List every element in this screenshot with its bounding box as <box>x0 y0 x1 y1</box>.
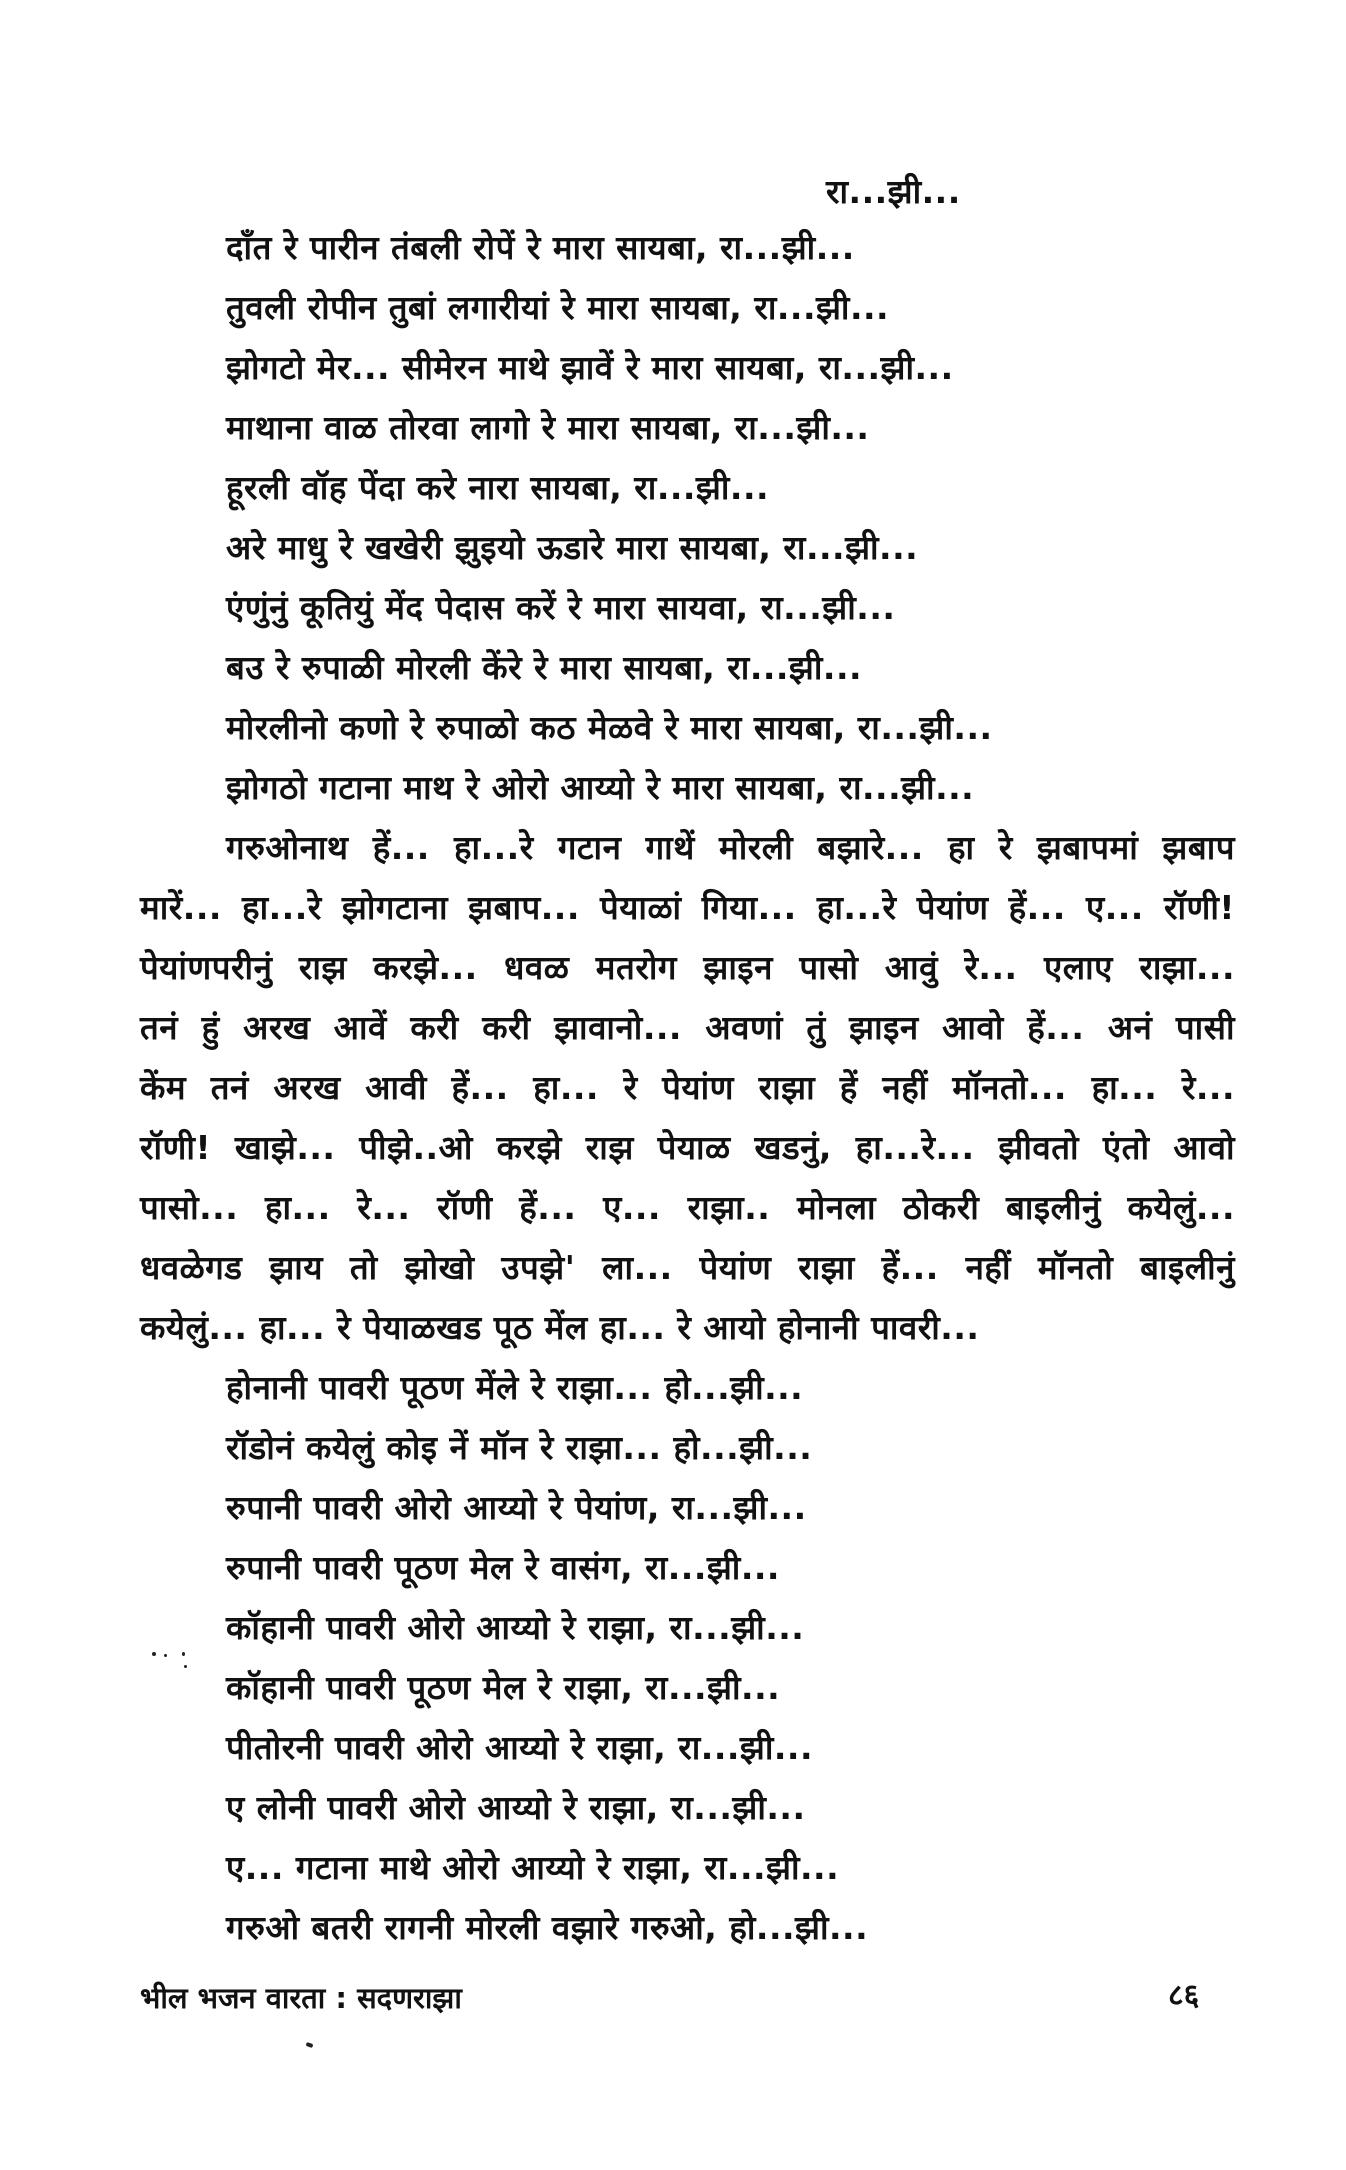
page-number: ८६ <box>1168 1978 1200 2013</box>
verse-line: होनानी पावरी पूठण मेंले रे राझा... हो...झी... <box>226 1368 804 1407</box>
verse-line: रुपानी पावरी पूठण मेल रे वासंग, रा...झी... <box>226 1548 780 1587</box>
verse-line: ए... गटाना माथे ओरो आय्यो रे राझा, रा...झी... <box>226 1848 840 1887</box>
prose-line: केंम तनं अरख आवी हें... हा... रे पेयांण राझा हें नहीं मॉनतो... हा... रे... <box>140 1068 1235 1107</box>
prose-line: रॉणी! खाझे... पीझे..ओ करझे राझ पेयाळ खडनुं, हा...रे... झीवतो एंतो आवो <box>140 1128 1235 1167</box>
verse-line: रॉडोनं कयेलुं कोइ नें मॉन रे राझा... हो...झी... <box>226 1428 813 1467</box>
verse-line: पीतोरनी पावरी ओरो आय्यो रे राझा, रा...झी... <box>226 1728 813 1767</box>
verse-line: बउ रे रुपाळी मोरली केंरे रे मारा सायबा, रा...झी... <box>226 648 863 687</box>
verse-line: रुपानी पावरी ओरो आय्यो रे पेयांण, रा...झी... <box>226 1488 807 1527</box>
verse-line: तुवली रोपीन तुबां लगारीयां रे मारा सायबा, रा...झी... <box>226 288 890 327</box>
header-refrain: रा...झी... <box>826 172 961 211</box>
verse-line: एंणुंनुं कूतियुं मेंद पेदास करें रे मारा सायवा, रा...झी... <box>226 588 896 627</box>
scan-speck <box>306 2042 314 2048</box>
verse-line: गरुओ बतरी रागनी मोरली वझारे गरुओ, हो...झी... <box>226 1908 869 1947</box>
verse-line: मोरलीनो कणो रे रुपाळो कठ मेळवे रे मारा सायबा, रा...झी... <box>226 708 993 747</box>
prose-line: कयेलुं... हा... रे पेयाळखड पूठ मेंल हा... रे आयो होनानी पावरी... <box>140 1308 980 1347</box>
verse-line: झोगटो मेर... सीमेरन माथे झावें रे मारा सायबा, रा...झी... <box>226 348 954 387</box>
prose-line: धवळेगड झाय तो झोखो उपझे' ला... पेयांण राझा हें... नहीं मॉनतो बाइलीनुं <box>140 1248 1235 1287</box>
prose-line: मारें... हा...रे झोगटाना झबाप... पेयाळां गिया... हा...रे पेयांण हें... ए... रॉणी! <box>140 888 1235 927</box>
prose-line: तनं हुं अरख आवें करी करी झावानो... अवणां तुं झाइन आवो हें... अनं पासी <box>140 1008 1235 1047</box>
scan-speck <box>152 1652 156 1656</box>
verse-line: दाँत रे पारीन तंबली रोपें रे मारा सायबा, रा...झी... <box>226 228 855 267</box>
scan-speck <box>184 1665 187 1668</box>
verse-line: ए लोनी पावरी ओरो आय्यो रे राझा, रा...झी... <box>226 1788 806 1827</box>
verse-line: माथाना वाळ तोरवा लागो रे मारा सायबा, रा...झी... <box>226 408 870 447</box>
prose-line: पेयांणपरीनुं राझ करझे... धवळ मतरोग झाइन पासो आवुं रे... एलाए राझा... <box>140 948 1235 987</box>
verse-line: हूरली वॉह पेंदा करे नारा सायबा, रा...झी... <box>226 468 770 507</box>
scan-speck <box>182 1652 185 1656</box>
verse-line: कॉहानी पावरी ओरो आय्यो रे राझा, रा...झी... <box>226 1608 805 1647</box>
footer-book-title: भील भजन वारता : सदणराझा <box>140 1981 462 2015</box>
verse-line: अरे माधु रे खखेरी झुइयो ऊडारे मारा सायबा, रा...झी... <box>226 528 919 567</box>
verse-line: कॉहानी पावरी पूठण मेल रे राझा, रा...झी... <box>226 1668 781 1707</box>
prose-line: पासो... हा... रे... रॉणी हें... ए... राझा.. मोनला ठोकरी बाइलीनुं कयेलुं... <box>140 1188 1235 1227</box>
verse-line: झोगठो गटाना माथ रे ओरो आय्यो रे मारा सायबा, रा...झी... <box>226 768 975 807</box>
scan-speck <box>164 1654 167 1657</box>
prose-line: गरुओनाथ हें... हा...रे गटान गाथें मोरली बझारे... हा रे झबापमां झबाप <box>226 828 1235 867</box>
